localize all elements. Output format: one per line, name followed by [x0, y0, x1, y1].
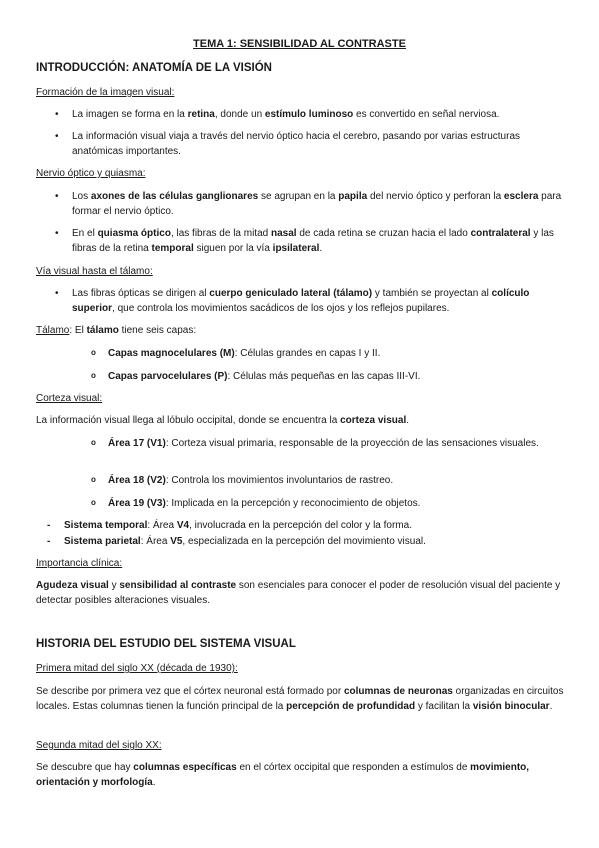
subheading-corteza: Corteza visual:	[36, 393, 103, 404]
subheading-segunda-mitad: Segunda mitad del siglo XX:	[36, 740, 162, 751]
bullet-item: • Las fibras ópticas se dirigen al cuerpo geniculado lateral (tálamo) y también se proyectan al colículo superior, que controla los movimientos sacádicos de los ojos y los reflejos pupilares.	[72, 286, 566, 316]
bullet-item: • En el quiasma óptico, las fibras de la mitad nasal de cada retina se cruzan hacia el lado contralateral y las fibras de la retina temporal siguen por la vía ipsilateral.	[72, 226, 566, 256]
talamo-intro: Tálamo: El tálamo tiene seis capas:	[36, 325, 197, 336]
sub-bullet-item: o Área 17 (V1): Corteza visual primaria, responsable de la proyección de las sensaciones visuales.	[108, 436, 548, 451]
dash-item: - Sistema temporal: Área V4, involucrada en la percepción del color y la forma.	[64, 518, 564, 533]
section-heading-introduccion: INTRODUCCIÓN: ANATOMÍA DE LA VISIÓN	[36, 62, 272, 74]
subheading-via-visual: Vía visual hasta el tálamo:	[36, 266, 153, 277]
subheading-importancia: Importancia clínica:	[36, 558, 123, 569]
sub-bullet-item: o Área 18 (V2): Controla los movimientos involuntarios de rastreo.	[108, 473, 548, 488]
corteza-intro: La información visual llega al lóbulo occipital, donde se encuentra la corteza visual.	[36, 415, 410, 426]
sub-bullet-item: o Área 19 (V3): Implicada en la percepción y reconocimiento de objetos.	[108, 496, 548, 511]
segunda-mitad-paragraph: Se descubre que hay columnas específicas en el córtex occipital que responden a estímulos de movimiento, orientación y morfología.	[36, 762, 530, 788]
subheading-formacion: Formación de la imagen visual:	[36, 87, 175, 98]
document-title: TEMA 1: SENSIBILIDAD AL CONTRASTE	[193, 38, 406, 50]
importancia-paragraph: Agudeza visual y sensibilidad al contraste son esenciales para conocer el poder de resolución visual del paciente y detectar posibles alteraciones visuales.	[36, 580, 561, 606]
bullet-item: • La información visual viaja a través del nervio óptico hacia el cerebro, pasando por varias estructuras anatómicas importantes.	[72, 129, 566, 159]
sub-bullet-item: o Capas parvocelulares (P): Células más pequeñas en las capas III-VI.	[108, 369, 548, 384]
primera-mitad-paragraph: Se describe por primera vez que el córtex neuronal está formado por columnas de neuronas organizadas en circuitos locales. Estas columnas tienen la función principal de la percepción de profundidad y facilitan la visión binocular.	[36, 686, 564, 712]
sub-bullet-item: o Capas magnocelulares (M): Células grandes en capas I y II.	[108, 346, 548, 361]
section-heading-historia: HISTORIA DEL ESTUDIO DEL SISTEMA VISUAL	[36, 638, 296, 650]
subheading-nervio: Nervio óptico y quiasma:	[36, 168, 146, 179]
subheading-primera-mitad: Primera mitad del siglo XX (década de 1930):	[36, 663, 238, 674]
bullet-item: • La imagen se forma en la retina, donde un estímulo luminoso es convertido en señal nerviosa.	[72, 107, 566, 122]
bullet-item: • Los axones de las células ganglionares se agrupan en la papila del nervio óptico y perforan la esclera para formar el nervio óptico.	[72, 189, 566, 219]
dash-item: - Sistema parietal: Área V5, especializada en la percepción del movimiento visual.	[64, 534, 564, 549]
